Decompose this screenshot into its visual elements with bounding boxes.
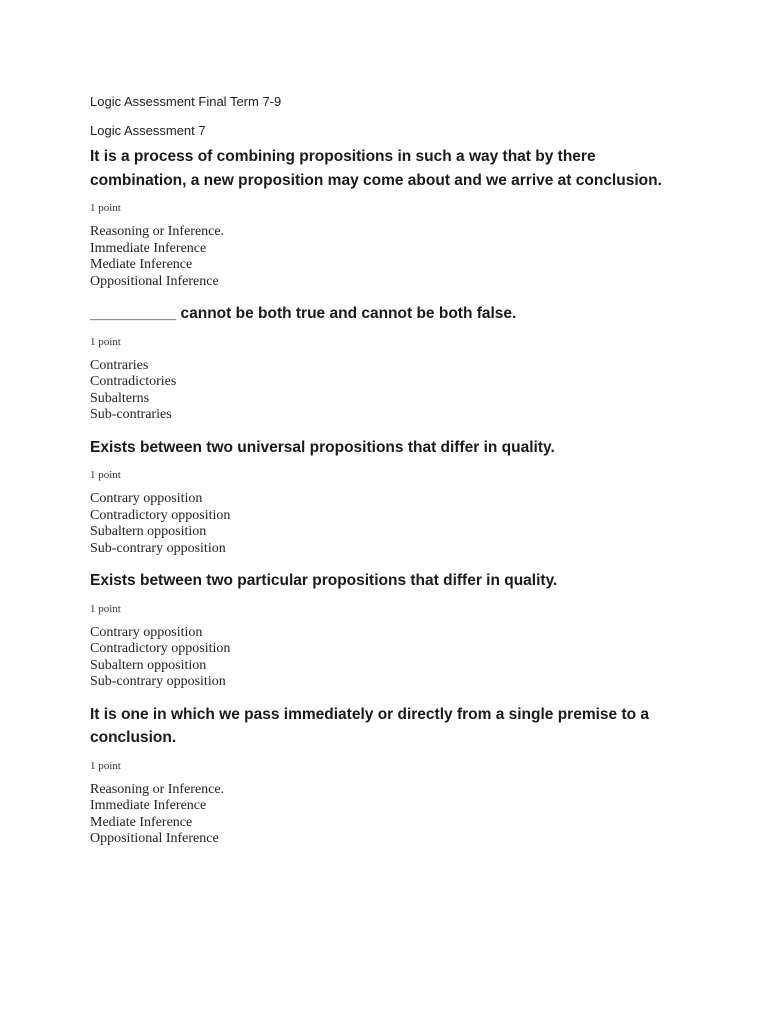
option-list: [90, 358, 690, 424]
question-points: 1 point: [90, 759, 121, 772]
question-3: [90, 436, 690, 558]
question-text: Exists between two particular propositions that differ in quality.: [90, 572, 558, 589]
option-item: Mediate Inference: [90, 257, 193, 272]
option-item: Subalterns: [90, 390, 150, 406]
question-4: [90, 569, 690, 691]
document-page: [90, 93, 690, 848]
question-points: 1 point: [90, 469, 121, 481]
option-item: Contradictory opposition: [90, 641, 231, 656]
question-text: Exists between two universal propositions that differ in quality.: [90, 438, 555, 456]
option-list: [90, 491, 690, 557]
question-text: It is a process of combining propositions in such a way that by there combination, a new proposition may come about and we arrive at conclusion.: [90, 148, 662, 189]
option-item: Reasoning or Inference.: [90, 224, 225, 239]
document-subtitle: Logic Assessment 7: [90, 123, 206, 138]
option-item: Reasoning or Inference.: [90, 781, 225, 797]
option-item: Sub-contrary opposition: [90, 540, 226, 556]
question-points: 1 point: [90, 202, 121, 214]
option-list: [90, 224, 690, 290]
option-item: Immediate Inference: [90, 798, 207, 813]
option-item: Immediate Inference: [90, 240, 207, 256]
question-5: [90, 703, 690, 848]
option-item: Contrary opposition: [90, 624, 203, 640]
question-points: 1 point: [90, 602, 121, 615]
option-item: Contradictories: [90, 374, 177, 389]
question-2: [90, 302, 690, 424]
option-item: Subaltern opposition: [90, 524, 207, 539]
option-item: Contraries: [90, 357, 149, 373]
question-text: It is one in which we pass immediately or directly from a single premise to a conclusion.: [90, 705, 650, 746]
option-item: Contradictory opposition: [90, 507, 231, 523]
option-list: [90, 782, 690, 848]
option-item: Sub-contraries: [90, 407, 172, 422]
document-title: Logic Assessment Final Term 7-9: [90, 94, 282, 109]
option-item: Oppositional Inference: [90, 831, 219, 846]
option-item: Contrary opposition: [90, 491, 203, 506]
option-item: Mediate Inference: [90, 814, 193, 830]
option-item: Sub-contrary opposition: [90, 674, 226, 689]
question-text: __________ cannot be both true and cannot be both false.: [90, 305, 517, 322]
option-item: Oppositional Inference: [90, 273, 219, 289]
option-list: [90, 625, 690, 691]
option-item: Subaltern opposition: [90, 657, 207, 673]
question-1: [90, 145, 690, 290]
question-points: 1 point: [90, 335, 121, 348]
